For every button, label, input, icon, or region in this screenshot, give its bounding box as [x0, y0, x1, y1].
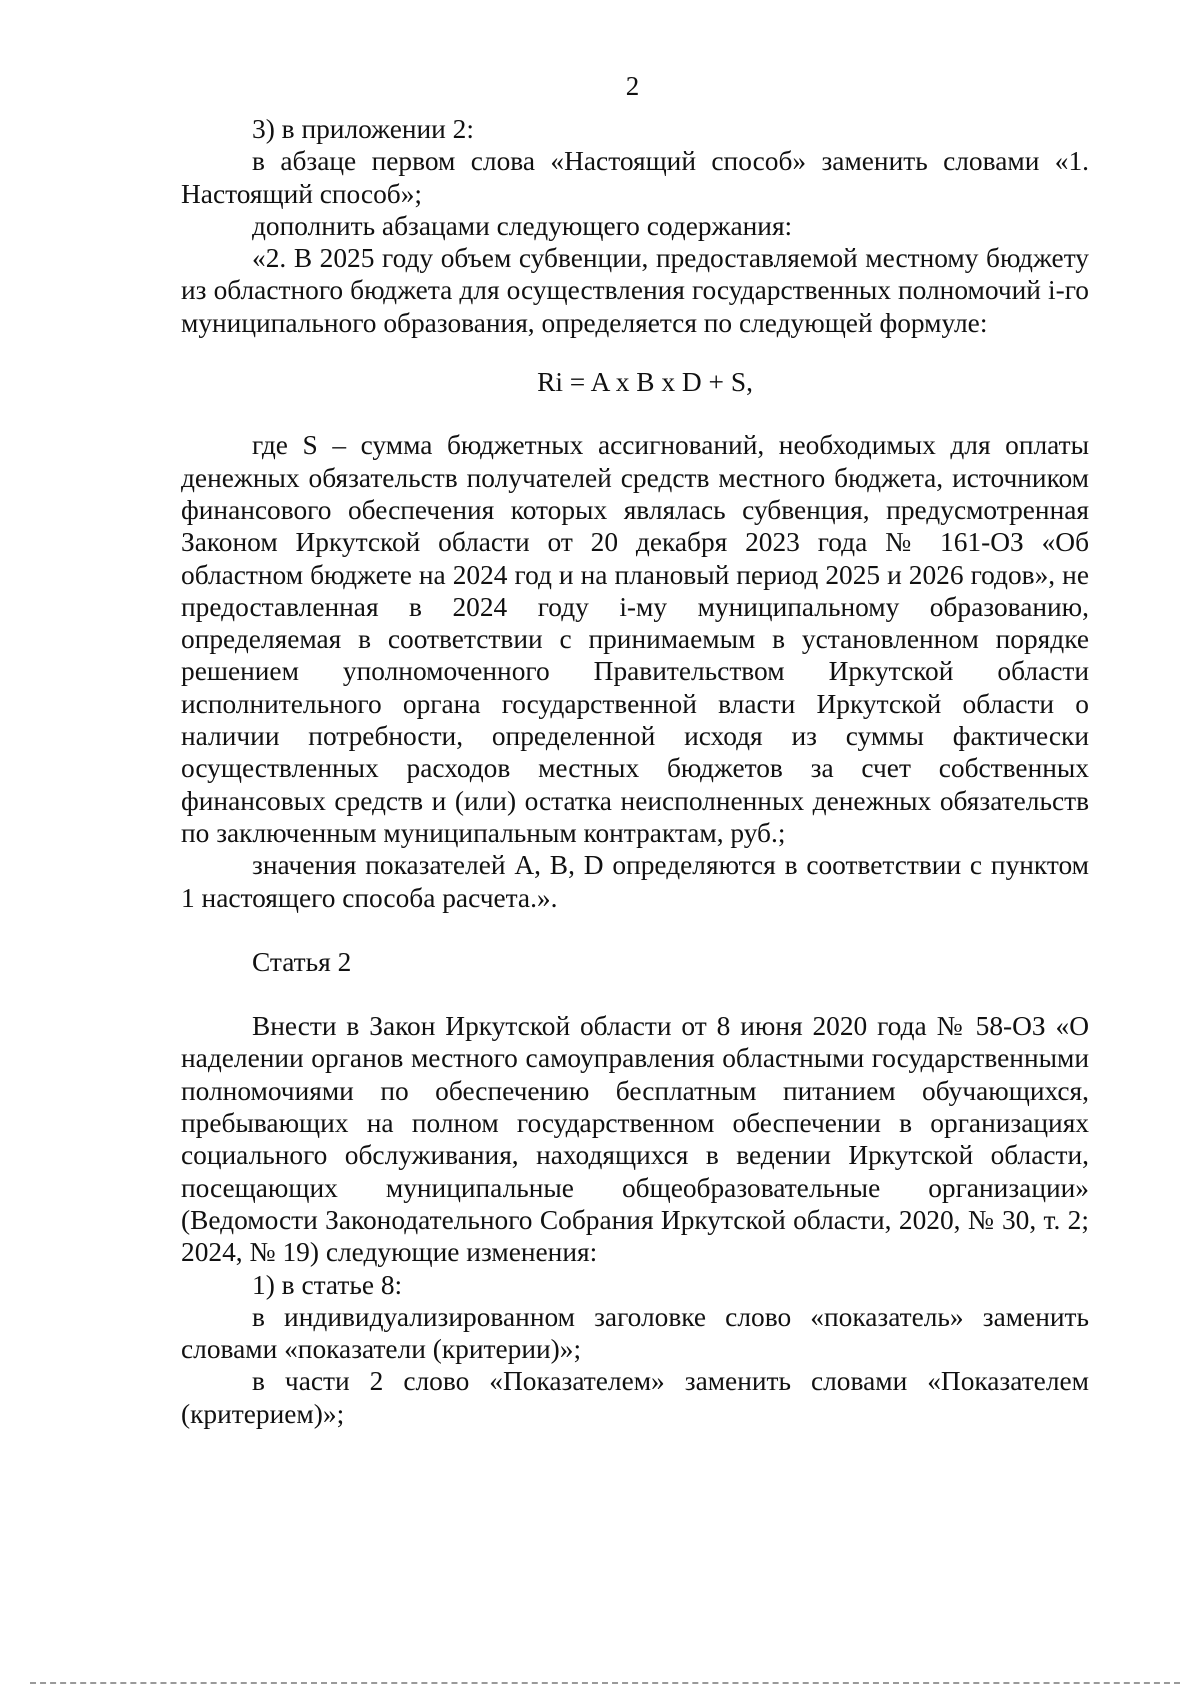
paragraph-indicators-abd: значения показателей A, B, D определяются в соответствии с пунктом 1 настоящего способа расчета.».: [181, 850, 1089, 913]
document-body: [181, 113, 1089, 1430]
formula: Ri = A x B x D + S,: [537, 367, 753, 398]
paragraph-amend-law-58-oz: Внести в Закон Иркутской области от 8 июня 2020 года № 58-ОЗ «О наделении органов местного самоуправления областными государственными полномочиями по обеспечению бесплатным питанием обучающихся, пребывающих на полном государственном обеспечении в организациях социального обслуживания, находящихся в ведении Иркутской области, посещающих муниципальные общеобразовательные организации» (Ведомости Законодательного Собрания Иркутской области, 2020, № 30, т. 2; 2024, № 19) следующие изменения:: [181, 1011, 1089, 1268]
article-heading: Статья 2: [252, 946, 352, 977]
paragraph-first-abzac-change: в абзаце первом слова «Настоящий способ» заменить словами «1. Настоящий способ»;: [181, 146, 1089, 209]
paragraph-article-8: 1) в статье 8:: [252, 1269, 403, 1300]
scan-bottom-edge: [30, 1682, 1180, 1684]
paragraph-appendix-2: 3) в приложении 2:: [252, 114, 474, 144]
paragraph-heading-change: в индивидуализированном заголовке слово «показатель» заменить словами «показатели (критерии)»;: [181, 1301, 1089, 1365]
paragraph-s-definition: где S – сумма бюджетных ассигнований, необходимых для оплаты денежных обязательств получателей средств местного бюджета, источником финансового обеспечения которых являлась субвенция, предусмотренная Законом Иркутской области от 20 декабря 2023 года № 161-ОЗ «Об областном бюджете на 2024 год и на плановый период 2025 и 2026 годов», не предоставленная в 2024 году i-му муниципальному образованию, определяемая в соответствии с принимаемым в установленном порядке решением уполномоченного Правительством Иркутской области исполнительного органа государственной власти Иркутской области о наличии потребности, определенной исходя из суммы фактически осуществленных расходов местных бюджетов за счет собственных финансовых средств и (или) остатка неисполненных денежных обязательств по заключенным муниципальным контрактам, руб.;: [181, 430, 1089, 848]
paragraph-subvention-2025: «2. В 2025 году объем субвенции, предоставляемой местному бюджету из областного бюджета для осуществления государственных полномочий i-го муниципального образования, определяется по следующей формуле:: [181, 243, 1089, 338]
paragraph-add-abzacs: дополнить абзацами следующего содержания:: [252, 210, 793, 241]
paragraph-part-2-change: в части 2 слово «Показателем» заменить словами «Показателем (критерием)»;: [181, 1366, 1089, 1429]
page-number: 2: [625, 71, 640, 101]
